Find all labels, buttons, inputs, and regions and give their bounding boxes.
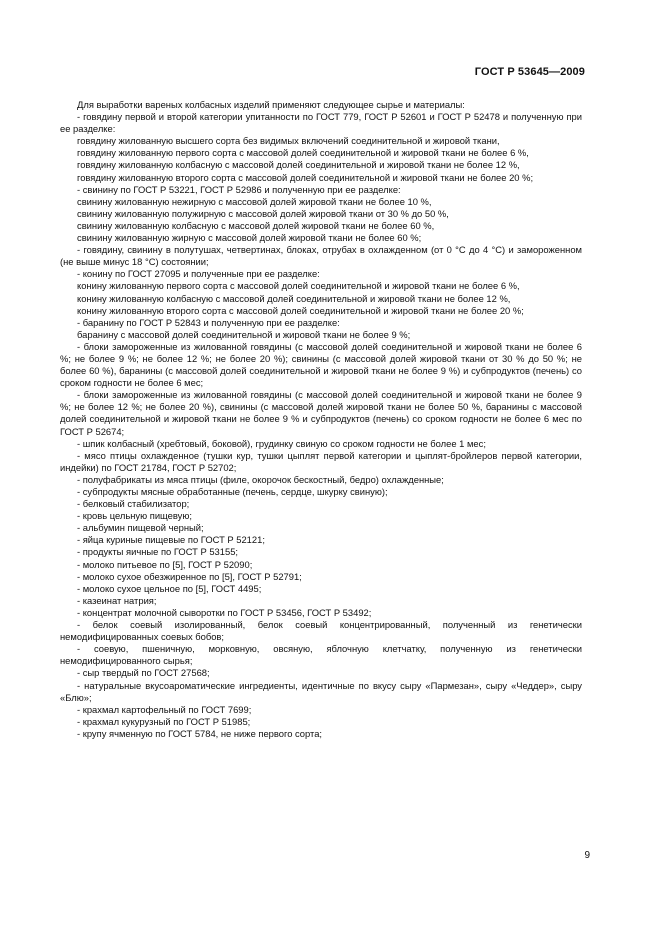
paragraph: - свинину по ГОСТ Р 53221, ГОСТ Р 52986 и полученную при ее разделке: [77, 183, 401, 195]
paragraph: - альбумин пищевой черный; [77, 522, 204, 534]
paragraph: - блоки замороженные из жилованной говядины (с массовой долей соединительной и жировой ткани не более 6 %; не более 9 %; не более 12 %; не более 20 %); свинины (с массовой долей жировой ткани от 30 % до 50 %; не более 60 %), баранины (с массовой долей соединительной и жировой ткани не более 9 %) и субпродуктов (печень) со сроком годности не более 6 мес; [60, 340, 582, 389]
paragraph: свинину жилованную колбасную с массовой долей жировой ткани не более 60 %, [77, 219, 435, 231]
paragraph: - молоко сухое обезжиренное по [5], ГОСТ Р 52791; [77, 570, 302, 582]
paragraph: - концентрат молочной сыворотки по ГОСТ Р 53456, ГОСТ Р 53492; [77, 606, 372, 618]
paragraph: конину жилованную колбасную с массовой долей соединительной и жировой ткани не более 12 %, [77, 292, 511, 304]
paragraph: - соевую, пшеничную, морковную, овсяную, яблочную клетчатку, полученную из генетически немодифицированного сырья; [60, 643, 582, 667]
paragraph: - яйца куриные пищевые по ГОСТ Р 52121; [77, 534, 265, 546]
paragraph: - белок соевый изолированный, белок соевый концентрированный, полученный из генетически немодифицированных соевых бобов; [60, 619, 582, 643]
paragraph: - шпик колбасный (хребтовый, боковой), грудинку свиную со сроком годности не более 1 мес; [77, 437, 486, 449]
paragraph: баранину с массовой долей соединительной и жировой ткани не более 9 %; [77, 328, 411, 340]
paragraph: - конину по ГОСТ 27095 и полученные при ее разделке: [77, 268, 320, 280]
paragraph: - мясо птицы охлажденное (тушки кур, тушки цыплят первой категории и цыплят-бройлеров первой категории, индейки) по ГОСТ 21784, ГОСТ Р 52702; [60, 449, 582, 473]
paragraph: говядину жилованную первого сорта с массовой долей соединительной и жировой ткани не более 6 %, [77, 147, 529, 159]
paragraph: говядину жилованную второго сорта с массовой долей соединительной и жировой ткани не более 20 %; [77, 171, 534, 183]
page-number: 9 [584, 850, 590, 861]
paragraph: конину жилованную второго сорта с массовой долей соединительной и жировой ткани не более 20 %; [77, 304, 524, 316]
paragraph: Для выработки вареных колбасных изделий применяют следующее сырье и материалы: [77, 99, 465, 110]
paragraph: - говядину первой и второй категории упитанности по ГОСТ 779, ГОСТ Р 52601 и ГОСТ Р 52478 и полученную при ее разделке: [60, 111, 582, 135]
paragraph: говядину жилованную колбасную с массовой долей соединительной и жировой ткани не более 12 %, [77, 159, 520, 171]
paragraph: - крахмал кукурузный по ГОСТ Р 51985; [77, 715, 251, 727]
paragraph: - крахмал картофельный по ГОСТ 7699; [77, 703, 252, 715]
paragraph: - продукты яичные по ГОСТ Р 53155; [77, 546, 239, 558]
paragraph: - баранину по ГОСТ Р 52843 и полученную при ее разделке: [77, 316, 340, 328]
standard-code-header: ГОСТ Р 53645—2009 [474, 66, 585, 78]
paragraph: свинину жилованную нежирную с массовой долей жировой ткани не более 10 %, [77, 195, 432, 207]
paragraph: - казеинат натрия; [77, 594, 157, 606]
paragraph: - говядину, свинину в полутушах, четвертинах, блоках, отрубах в охлажденном (от 0 °С до 4 °С) и замороженном (не выше минус 18 °С) состоянии; [60, 244, 582, 268]
paragraph: - белковый стабилизатор; [77, 498, 190, 510]
paragraph: свинину жилованную жирную с массовой долей жировой ткани не более 60 %; [77, 232, 422, 244]
paragraph: - сыр твердый по ГОСТ 27568; [77, 667, 210, 679]
document-body [60, 99, 582, 740]
paragraph: - молоко сухое цельное по [5], ГОСТ 4495; [77, 582, 262, 594]
paragraph: свинину жилованную полужирную с массовой долей жировой ткани от 30 % до 50 %, [77, 207, 449, 219]
paragraph: говядину жилованную высшего сорта без видимых включений соединительной и жировой ткани, [77, 135, 500, 147]
paragraph: - блоки замороженные из жилованной говядины (с массовой долей соединительной и жировой ткани не более 9 %; не более 12 %; не более 20 %), свинины (с массовой долей жировой ткани не более 50 %, баранины с массовой долей соединительной и жировой ткани не более 9 % и субпродуктов (печень) со сроком годности не более 6 мес по ГОСТ Р 52674; [60, 389, 582, 437]
paragraph: - субпродукты мясные обработанные (печень, сердце, шкурку свиную); [77, 486, 388, 497]
paragraph: - молоко питьевое по [5], ГОСТ Р 52090; [77, 558, 253, 570]
paragraph: - крупу ячменную по ГОСТ 5784, не ниже первого сорта; [77, 727, 323, 739]
paragraph: конину жилованную первого сорта с массовой долей соединительной и жировой ткани не более 6 %, [77, 280, 520, 292]
paragraph: - полуфабрикаты из мяса птицы (филе, окорочок бескостный, бедро) охлажденные; [77, 473, 444, 485]
paragraph: - натуральные вкусоароматические ингредиенты, идентичные по вкусу сыру «Пармезан», сыру «Чеддер», сыру «Блю»; [60, 679, 582, 703]
paragraph: - кровь цельную пищевую; [77, 510, 192, 522]
